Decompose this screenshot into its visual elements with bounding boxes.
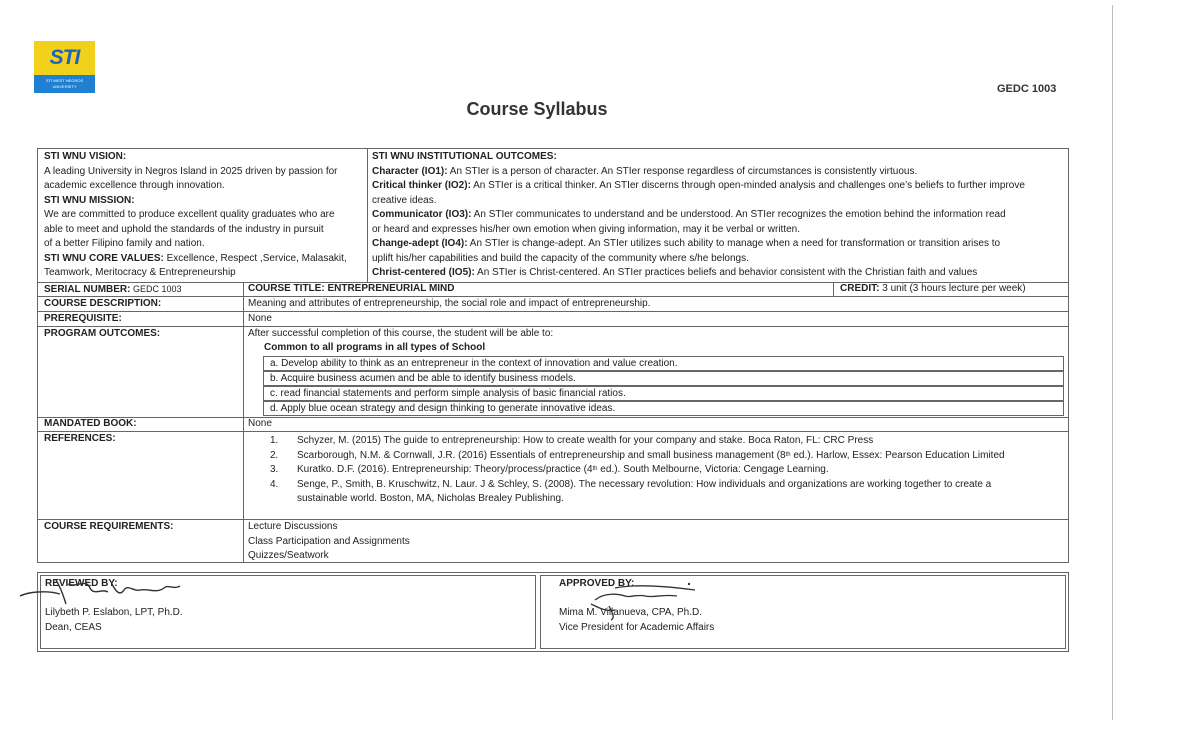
reference-text-cont: ed.). South Melbourne, Victoria: Cengage Learning.	[597, 464, 829, 475]
reviewer-role: Dean, CEAS	[45, 621, 102, 633]
scan-edge-line	[1112, 5, 1113, 720]
io4-text: An STIer is change-adept. An STIer utilizes such ability to manage when a need for transformation or transition arises to	[467, 238, 1001, 249]
reference-number: 4.	[270, 478, 279, 490]
approved-label: APPROVED BY:	[559, 578, 635, 589]
row-line	[38, 519, 1068, 520]
requirement-item: Quizzes/Seatwork	[248, 550, 329, 561]
reference-number: 2.	[270, 449, 279, 461]
io5	[372, 266, 977, 281]
reference-text: Kuratko. D.F. (2016). Entrepreneurship: Theory/process/practice (4	[297, 464, 593, 475]
reference-superscript: th	[592, 466, 598, 472]
reference-item	[264, 463, 1054, 478]
course-title-label: COURSE TITLE:	[248, 283, 325, 294]
io1	[372, 165, 917, 180]
reference-item	[264, 434, 1054, 449]
program-outcome-item: a. Develop ability to think as an entrepreneur in the context of innovation and value creation.	[263, 356, 1064, 371]
logo-caption: STI WEST NEGROS UNIVERSITY	[34, 75, 95, 93]
io5-text: An STIer is Christ-centered. An STIer practices beliefs and behavior consistent with the Christian faith and values	[474, 267, 978, 278]
reference-item	[264, 449, 1054, 464]
vision-heading: STI WNU VISION:	[44, 151, 127, 162]
references-list	[264, 434, 1054, 507]
io2-text: An STIer is a critical thinker. An STIer discerns through open-minded analysis and challenges one’s beliefs to further improve	[470, 180, 1025, 191]
io1-label: Character (IO1):	[372, 165, 448, 177]
mandated-book-label: MANDATED BOOK:	[44, 418, 137, 429]
io1-text: An STIer is a person of character. An STIer response regardless of circumstances is consistently virtuous.	[447, 165, 918, 177]
credit-value: 3 unit (3 hours lecture per week)	[879, 283, 1026, 294]
serial-label: SERIAL NUMBER:	[44, 284, 131, 295]
logo-mark: STI	[49, 46, 80, 69]
io-heading: STI WNU INSTITUTIONAL OUTCOMES:	[372, 151, 557, 162]
serial-value: GEDC 1003	[130, 284, 182, 294]
page-title: Course Syllabus	[466, 99, 608, 119]
program-outcome-item: c. read financial statements and perform simple analysis of basic financial ratios.	[263, 386, 1064, 401]
requirement-item: Lecture Discussions	[248, 521, 338, 532]
program-outcomes-label: PROGRAM OUTCOMES:	[44, 327, 161, 339]
vision-line: A leading University in Negros Island in 2025 driven by passion for	[44, 165, 338, 177]
sti-logo	[34, 41, 95, 93]
reference-text-cont: sustainable world. Boston, MA, Nicholas Brealey Publishing.	[297, 493, 564, 504]
row-line	[38, 431, 1068, 432]
reference-text: Schyzer, M. (2015) The guide to entrepreneurship: How to create wealth for your company and stake. Boca Raton, FL: CRC Press	[297, 435, 874, 446]
description-label: COURSE DESCRIPTION:	[44, 297, 162, 309]
io5-label: Christ-centered (IO5):	[372, 267, 475, 278]
reference-text: Scarborough, N.M. & Cornwall, J.R. (2016) Essentials of entrepreneurship and small business management (8	[297, 449, 786, 461]
mission-line: We are committed to produce excellent quality graduates who are	[44, 209, 335, 220]
reviewed-label: REVIEWED BY:	[45, 578, 118, 589]
io3-label: Communicator (IO3):	[372, 209, 472, 220]
io2-label: Critical thinker (IO2):	[372, 180, 471, 191]
program-outcomes-intro: After successful completion of this course, the student will be able to:	[248, 327, 554, 339]
divider-vision-io	[367, 149, 368, 282]
io2	[372, 179, 1025, 194]
credit-label: CREDIT:	[840, 283, 880, 294]
reference-number: 3.	[270, 464, 279, 475]
prerequisite-value: None	[248, 312, 272, 324]
course-code: GEDC 1003	[997, 83, 1057, 95]
io3	[372, 208, 1006, 223]
reference-text-cont: ed.). Harlow, Essex: Pearson Education Limited	[790, 449, 1005, 461]
io3-text-cont: or heard and expresses his/her own emotion when giving information, may it be verbal or written.	[372, 223, 800, 235]
core-values-line	[44, 252, 347, 267]
divider-credit	[833, 282, 834, 296]
mandated-book-value: None	[248, 418, 272, 429]
reference-superscript: th	[785, 451, 791, 458]
io4-text-cont: uplift his/her capabilities and build the capacity of the community where s/he belongs.	[372, 252, 749, 264]
io4	[372, 237, 1000, 252]
course-title-value: ENTREPRENEURIAL MIND	[324, 283, 455, 294]
approver-name: Mima M. Villanueva, CPA, Ph.D.	[559, 607, 703, 618]
core-values-text: Excellence, Respect ,Service, Malasakit,	[163, 252, 347, 264]
references-label: REFERENCES:	[44, 433, 116, 444]
row-line	[38, 417, 1068, 418]
approver-role: Vice President for Academic Affairs	[559, 621, 715, 633]
description-value: Meaning and attributes of entrepreneurship, the social role and impact of entrepreneurship.	[248, 297, 651, 309]
requirement-item: Class Participation and Assignments	[248, 535, 410, 547]
io4-label: Change-adept (IO4):	[372, 238, 468, 249]
syllabus-table	[37, 148, 1069, 563]
reference-item	[264, 478, 1054, 507]
approver-signature	[585, 582, 735, 622]
io2-text-cont: creative ideas.	[372, 194, 437, 206]
requirements-label: COURSE REQUIREMENTS:	[44, 521, 174, 532]
reference-number: 1.	[270, 435, 279, 446]
core-values-line: Teamwork, Meritocracy & Entrepreneurship	[44, 267, 236, 278]
program-outcome-item: d. Apply blue ocean strategy and design thinking to generate innovative ideas.	[263, 401, 1064, 416]
course-title	[248, 282, 455, 297]
program-outcome-item: b. Acquire business acumen and be able to identify business models.	[263, 371, 1064, 386]
core-values-heading: STI WNU CORE VALUES:	[44, 252, 164, 264]
row-line	[38, 311, 1068, 312]
reviewer-name: Lilybeth P. Eslabon, LPT, Ph.D.	[45, 607, 183, 618]
mission-line: of a better Filipino family and nation.	[44, 238, 205, 249]
program-outcomes-subheading: Common to all programs in all types of School	[264, 342, 486, 353]
reference-text: Senge, P., Smith, B. Kruschwitz, N. Laur. J & Schley, S. (2008). The necessary revolution: How individuals and organizations are working together to create a	[297, 478, 992, 490]
divider-label-column	[243, 282, 244, 563]
reviewer-signature	[16, 574, 196, 610]
mission-heading: STI WNU MISSION:	[44, 194, 135, 206]
mission-line: able to meet and uphold the standards of the industry in pursuit	[44, 223, 324, 235]
prerequisite-label: PREREQUISITE:	[44, 312, 122, 324]
vision-line: academic excellence through innovation.	[44, 180, 225, 191]
io3-text: An STIer communicates to understand and be understood. An STIer recognizes the emotion behind the information read	[471, 209, 1006, 220]
serial-number	[44, 282, 182, 298]
credit	[840, 282, 1026, 297]
